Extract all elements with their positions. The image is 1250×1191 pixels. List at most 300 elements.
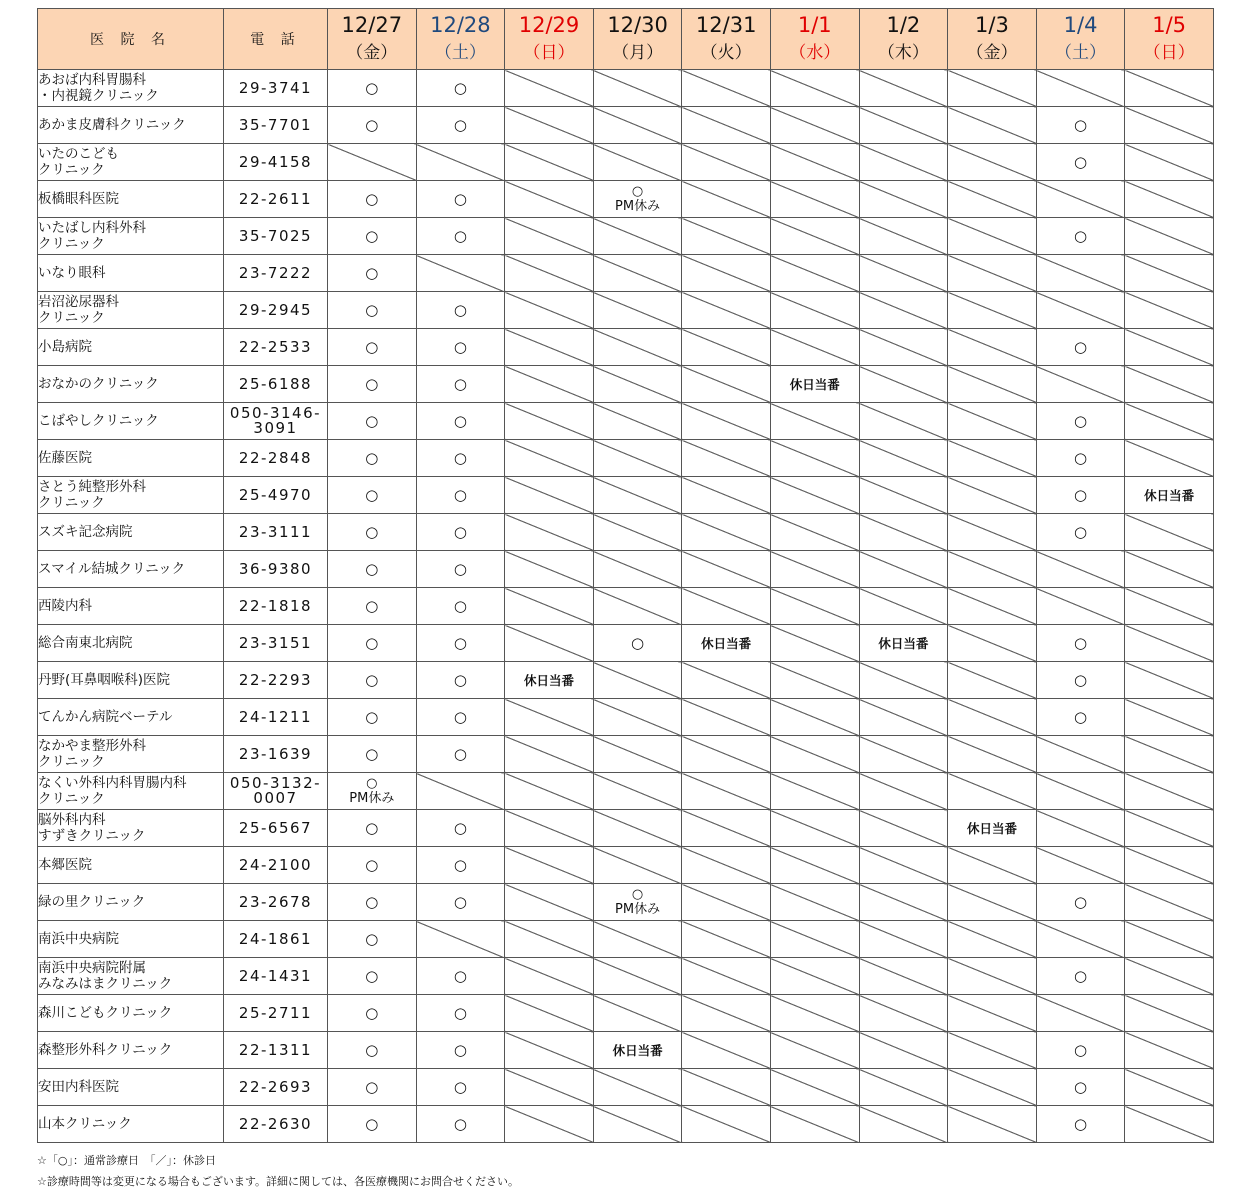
closed-cell bbox=[505, 403, 594, 440]
weekday-label: （火） bbox=[700, 43, 752, 63]
clinic-name bbox=[38, 958, 224, 995]
open-cell bbox=[1036, 107, 1125, 144]
weekday-label: （土） bbox=[434, 43, 486, 63]
open-cell bbox=[1036, 477, 1125, 514]
clinic-name-line: すずきクリニック bbox=[38, 828, 146, 844]
open-mark: ○ bbox=[365, 1078, 379, 1096]
closed-cell bbox=[770, 921, 859, 958]
closed-cell bbox=[770, 736, 859, 773]
open-mark: ○ bbox=[453, 1115, 467, 1133]
phone-line: 23-2678 bbox=[238, 892, 313, 911]
open-mark: ○ bbox=[453, 560, 467, 578]
closed-cell bbox=[1125, 218, 1214, 255]
closed-cell bbox=[770, 699, 859, 736]
closed-cell bbox=[948, 625, 1037, 662]
date-header bbox=[859, 9, 948, 70]
phone-line: 23-7222 bbox=[238, 263, 313, 282]
closed-cell bbox=[1125, 181, 1214, 218]
phone-line: 22-2611 bbox=[238, 189, 313, 208]
closed-cell bbox=[682, 292, 771, 329]
table-row bbox=[38, 70, 1214, 107]
closed-cell bbox=[593, 107, 682, 144]
closed-cell bbox=[859, 514, 948, 551]
clinic-name-line: なくい外科内科胃腸内科 bbox=[38, 775, 187, 791]
phone-line: 24-1211 bbox=[238, 707, 313, 726]
closed-cell bbox=[416, 255, 505, 292]
clinic-phone bbox=[224, 699, 328, 736]
open-cell bbox=[416, 1069, 505, 1106]
table-row bbox=[38, 366, 1214, 403]
closed-cell bbox=[859, 366, 948, 403]
closed-cell bbox=[505, 810, 594, 847]
open-mark: ○ bbox=[1074, 153, 1088, 171]
closed-cell bbox=[948, 1069, 1037, 1106]
closed-cell bbox=[1125, 440, 1214, 477]
closed-cell bbox=[593, 958, 682, 995]
open-mark: ○ bbox=[453, 634, 467, 652]
closed-cell bbox=[682, 921, 771, 958]
clinic-name bbox=[38, 292, 224, 329]
closed-cell bbox=[505, 773, 594, 810]
open-cell bbox=[416, 1032, 505, 1069]
closed-cell bbox=[770, 292, 859, 329]
open-cell bbox=[328, 551, 417, 588]
closed-cell bbox=[948, 736, 1037, 773]
clinic-name bbox=[38, 773, 224, 810]
closed-cell bbox=[948, 440, 1037, 477]
column-header-phone: 電 話 bbox=[224, 9, 328, 70]
closed-cell bbox=[1036, 181, 1125, 218]
table-row bbox=[38, 810, 1214, 847]
clinic-name bbox=[38, 662, 224, 699]
phone-line: 3091 bbox=[253, 419, 298, 437]
open-cell bbox=[416, 847, 505, 884]
clinic-phone bbox=[224, 1106, 328, 1143]
table-row bbox=[38, 958, 1214, 995]
closed-cell bbox=[682, 1069, 771, 1106]
closed-cell bbox=[1125, 662, 1214, 699]
clinic-name-line: いなり眼科 bbox=[38, 265, 106, 281]
closed-cell bbox=[770, 958, 859, 995]
partial-day-label bbox=[594, 184, 682, 214]
closed-cell bbox=[682, 699, 771, 736]
weekday-label: （木） bbox=[877, 43, 929, 63]
open-cell bbox=[328, 995, 417, 1032]
clinic-phone bbox=[224, 736, 328, 773]
clinic-name-line: 本郷医院 bbox=[38, 857, 92, 873]
open-mark: ○ bbox=[1074, 967, 1088, 985]
open-mark: ○ bbox=[1074, 116, 1088, 134]
open-mark: ○ bbox=[453, 449, 467, 467]
open-cell bbox=[416, 292, 505, 329]
open-cell bbox=[416, 1106, 505, 1143]
open-mark: ○ bbox=[1074, 1041, 1088, 1059]
closed-cell bbox=[505, 181, 594, 218]
open-mark: ○ bbox=[1074, 671, 1088, 689]
open-mark: ○ bbox=[365, 264, 379, 282]
clinic-name-line: こばやしクリニック bbox=[38, 413, 159, 429]
date-label: 1/5 bbox=[1152, 13, 1187, 37]
open-cell bbox=[416, 810, 505, 847]
clinic-phone bbox=[224, 107, 328, 144]
clinic-phone bbox=[224, 884, 328, 921]
phone-line: 25-2711 bbox=[238, 1003, 313, 1022]
open-cell bbox=[328, 181, 417, 218]
closed-cell bbox=[1125, 1106, 1214, 1143]
clinic-name bbox=[38, 551, 224, 588]
open-cell bbox=[328, 884, 417, 921]
clinic-phone bbox=[224, 366, 328, 403]
clinic-name-line: 脳外科内科 bbox=[38, 812, 106, 828]
table-row bbox=[38, 995, 1214, 1032]
closed-cell bbox=[770, 625, 859, 662]
closed-cell bbox=[859, 699, 948, 736]
phone-line: 23-3151 bbox=[238, 633, 313, 652]
clinic-name-line: 南浜中央病院 bbox=[38, 931, 119, 947]
closed-cell bbox=[948, 329, 1037, 366]
closed-cell bbox=[1125, 773, 1214, 810]
clinic-name-line: 岩沼泌尿器科 bbox=[38, 294, 119, 310]
closed-cell bbox=[859, 1106, 948, 1143]
table-row bbox=[38, 1069, 1214, 1106]
closed-cell bbox=[859, 1032, 948, 1069]
table-row bbox=[38, 625, 1214, 662]
closed-cell bbox=[1125, 403, 1214, 440]
closed-cell bbox=[770, 107, 859, 144]
clinic-name bbox=[38, 403, 224, 440]
open-mark: ○ bbox=[453, 79, 467, 97]
closed-cell bbox=[682, 218, 771, 255]
phone-line: 35-7025 bbox=[238, 226, 313, 245]
clinic-name-line: クリニック bbox=[38, 791, 105, 807]
closed-cell bbox=[859, 70, 948, 107]
closed-cell bbox=[948, 1106, 1037, 1143]
open-mark: ○ bbox=[365, 1004, 379, 1022]
closed-cell bbox=[770, 810, 859, 847]
clinic-phone bbox=[224, 329, 328, 366]
open-cell bbox=[328, 366, 417, 403]
open-cell bbox=[328, 847, 417, 884]
clinic-name-line: クリニック bbox=[38, 162, 105, 178]
open-mark: ○ bbox=[365, 671, 379, 689]
pm-closed-note: PM休み bbox=[615, 199, 661, 214]
clinic-name bbox=[38, 329, 224, 366]
closed-cell bbox=[682, 810, 771, 847]
table-row bbox=[38, 292, 1214, 329]
closed-cell bbox=[770, 255, 859, 292]
open-mark: ○ bbox=[365, 190, 379, 208]
closed-cell bbox=[1125, 736, 1214, 773]
closed-cell bbox=[593, 847, 682, 884]
closed-cell bbox=[948, 292, 1037, 329]
closed-cell bbox=[770, 1106, 859, 1143]
closed-cell bbox=[1125, 1032, 1214, 1069]
clinic-name bbox=[38, 1032, 224, 1069]
date-label: 1/3 bbox=[975, 13, 1009, 37]
open-cell bbox=[416, 588, 505, 625]
weekday-label: （日） bbox=[1143, 43, 1195, 63]
open-cell bbox=[416, 958, 505, 995]
closed-cell bbox=[682, 366, 771, 403]
table-row bbox=[38, 588, 1214, 625]
closed-cell bbox=[770, 329, 859, 366]
date-header bbox=[948, 9, 1037, 70]
open-cell bbox=[328, 292, 417, 329]
partial-day-label bbox=[594, 887, 682, 917]
date-header bbox=[328, 9, 417, 70]
open-mark: ○ bbox=[453, 1078, 467, 1096]
closed-cell bbox=[505, 144, 594, 181]
clinic-name-line: あおば内科胃腸科 bbox=[38, 72, 146, 88]
clinic-name bbox=[38, 884, 224, 921]
clinic-name-line: 総合南東北病院 bbox=[38, 635, 133, 651]
table-row bbox=[38, 699, 1214, 736]
closed-cell bbox=[505, 292, 594, 329]
open-cell bbox=[1036, 218, 1125, 255]
open-mark: ○ bbox=[365, 967, 379, 985]
open-mark: ○ bbox=[365, 338, 379, 356]
open-cell bbox=[416, 218, 505, 255]
clinic-name-line: 板橋眼科医院 bbox=[38, 191, 119, 207]
table-row bbox=[38, 218, 1214, 255]
closed-cell bbox=[593, 366, 682, 403]
clinic-phone bbox=[224, 551, 328, 588]
closed-cell bbox=[770, 551, 859, 588]
open-mark: ○ bbox=[453, 671, 467, 689]
open-mark: ○ bbox=[453, 375, 467, 393]
open-cell bbox=[328, 477, 417, 514]
table-row bbox=[38, 107, 1214, 144]
open-cell bbox=[1036, 1032, 1125, 1069]
open-cell bbox=[1036, 1069, 1125, 1106]
closed-cell bbox=[593, 699, 682, 736]
closed-cell bbox=[593, 440, 682, 477]
closed-cell bbox=[505, 884, 594, 921]
date-header bbox=[770, 9, 859, 70]
clinic-phone bbox=[224, 921, 328, 958]
clinic-name bbox=[38, 107, 224, 144]
closed-cell bbox=[948, 1032, 1037, 1069]
closed-cell bbox=[859, 773, 948, 810]
open-cell bbox=[1036, 699, 1125, 736]
date-label: 12/28 bbox=[430, 13, 491, 37]
pm-closed-note: PM休み bbox=[349, 791, 395, 806]
clinic-phone bbox=[224, 181, 328, 218]
weekday-label: （土） bbox=[1055, 43, 1107, 63]
phone-line: 24-1861 bbox=[238, 929, 313, 948]
holiday-schedule-table bbox=[37, 8, 1214, 1143]
closed-cell bbox=[1125, 699, 1214, 736]
clinic-name-line: 丹野(耳鼻咽喉科)医院 bbox=[38, 672, 171, 688]
phone-line: 29-4158 bbox=[238, 152, 313, 171]
open-cell bbox=[1036, 625, 1125, 662]
open-cell bbox=[1036, 958, 1125, 995]
clinic-phone bbox=[224, 403, 328, 440]
open-mark: ○ bbox=[1074, 893, 1088, 911]
open-mark: ○ bbox=[365, 819, 379, 837]
closed-cell bbox=[593, 736, 682, 773]
closed-cell bbox=[948, 218, 1037, 255]
open-cell bbox=[1036, 884, 1125, 921]
open-cell bbox=[416, 662, 505, 699]
clinic-name bbox=[38, 218, 224, 255]
table-row bbox=[38, 773, 1214, 810]
open-mark: ○ bbox=[365, 1115, 379, 1133]
phone-line: 23-3111 bbox=[238, 522, 313, 541]
closed-cell bbox=[859, 551, 948, 588]
closed-cell bbox=[505, 1032, 594, 1069]
partial-day-cell bbox=[328, 773, 417, 810]
phone-line: 22-1818 bbox=[238, 596, 313, 615]
closed-cell bbox=[1125, 514, 1214, 551]
clinic-name bbox=[38, 736, 224, 773]
open-mark: ○ bbox=[1074, 1078, 1088, 1096]
phone-line: 22-2533 bbox=[238, 337, 313, 356]
open-cell bbox=[1036, 403, 1125, 440]
clinic-name-line: 南浜中央病院附属 bbox=[38, 960, 146, 976]
closed-cell bbox=[859, 1069, 948, 1106]
closed-cell bbox=[1036, 292, 1125, 329]
phone-line: 24-1431 bbox=[238, 966, 313, 985]
closed-cell bbox=[1125, 995, 1214, 1032]
closed-cell bbox=[416, 921, 505, 958]
clinic-name bbox=[38, 1069, 224, 1106]
date-header bbox=[1036, 9, 1125, 70]
open-mark: ○ bbox=[365, 856, 379, 874]
clinic-name-line: いたばし内科外科 bbox=[38, 220, 146, 236]
closed-cell bbox=[416, 144, 505, 181]
weekday-label: （月） bbox=[612, 43, 664, 63]
clinic-name-line: あかま皮膚科クリニック bbox=[38, 117, 186, 133]
closed-cell bbox=[593, 403, 682, 440]
clinic-phone bbox=[224, 218, 328, 255]
closed-cell bbox=[859, 144, 948, 181]
clinic-name bbox=[38, 477, 224, 514]
date-label: 1/4 bbox=[1063, 13, 1098, 37]
open-cell bbox=[416, 70, 505, 107]
open-mark: ○ bbox=[365, 412, 379, 430]
closed-cell bbox=[593, 1069, 682, 1106]
closed-cell bbox=[859, 477, 948, 514]
open-cell bbox=[416, 403, 505, 440]
closed-cell bbox=[770, 440, 859, 477]
disclaimer-note: ☆診療時間等は変更になる場合もございます。詳細に関しては、各医療機関にお問合せください。 bbox=[37, 1175, 519, 1188]
closed-cell bbox=[1125, 107, 1214, 144]
closed-cell bbox=[505, 1106, 594, 1143]
open-mark: ○ bbox=[453, 227, 467, 245]
date-label: 12/27 bbox=[341, 13, 403, 37]
open-cell bbox=[1036, 329, 1125, 366]
open-mark: ○ bbox=[1074, 634, 1088, 652]
clinic-name bbox=[38, 514, 224, 551]
closed-cell bbox=[948, 181, 1037, 218]
duty-cell bbox=[505, 662, 594, 699]
closed-cell bbox=[682, 551, 771, 588]
closed-cell bbox=[948, 255, 1037, 292]
open-mark: ○ bbox=[453, 1004, 467, 1022]
clinic-name bbox=[38, 810, 224, 847]
open-cell bbox=[416, 884, 505, 921]
clinic-phone bbox=[224, 70, 328, 107]
open-cell bbox=[416, 329, 505, 366]
duty-cell bbox=[859, 625, 948, 662]
closed-cell bbox=[770, 403, 859, 440]
phone-line: 22-2848 bbox=[238, 448, 313, 467]
table-row bbox=[38, 144, 1214, 181]
table-row bbox=[38, 1106, 1214, 1143]
closed-cell bbox=[505, 514, 594, 551]
table-row bbox=[38, 477, 1214, 514]
weekday-label: （日） bbox=[523, 43, 575, 63]
open-cell bbox=[416, 440, 505, 477]
clinic-name-line: ・内視鏡クリニック bbox=[38, 88, 159, 104]
clinic-phone bbox=[224, 292, 328, 329]
open-cell bbox=[328, 625, 417, 662]
closed-cell bbox=[682, 403, 771, 440]
clinic-phone bbox=[224, 1069, 328, 1106]
closed-cell bbox=[682, 1032, 771, 1069]
closed-cell bbox=[505, 921, 594, 958]
date-header bbox=[682, 9, 771, 70]
closed-cell bbox=[593, 292, 682, 329]
table-row bbox=[38, 329, 1214, 366]
clinic-name-line: クリニック bbox=[38, 310, 105, 326]
closed-cell bbox=[948, 884, 1037, 921]
closed-cell bbox=[593, 514, 682, 551]
closed-cell bbox=[1125, 144, 1214, 181]
closed-cell bbox=[1125, 70, 1214, 107]
open-mark: ○ bbox=[1074, 412, 1088, 430]
clinic-phone bbox=[224, 588, 328, 625]
closed-cell bbox=[593, 662, 682, 699]
open-cell bbox=[593, 625, 682, 662]
open-cell bbox=[1036, 440, 1125, 477]
closed-cell bbox=[505, 107, 594, 144]
clinic-name-line: 小島病院 bbox=[38, 339, 92, 355]
phone-line: 22-2293 bbox=[238, 670, 313, 689]
closed-cell bbox=[770, 884, 859, 921]
open-mark: ○ bbox=[365, 597, 379, 615]
open-mark: ○ bbox=[453, 597, 467, 615]
clinic-name bbox=[38, 921, 224, 958]
closed-cell bbox=[770, 144, 859, 181]
closed-cell bbox=[505, 255, 594, 292]
open-mark: ○ bbox=[453, 893, 467, 911]
closed-cell bbox=[1036, 70, 1125, 107]
clinic-name bbox=[38, 847, 224, 884]
closed-cell bbox=[682, 329, 771, 366]
closed-cell bbox=[859, 810, 948, 847]
closed-cell bbox=[593, 588, 682, 625]
open-cell bbox=[328, 736, 417, 773]
closed-cell bbox=[1125, 958, 1214, 995]
closed-cell bbox=[770, 1032, 859, 1069]
open-cell bbox=[328, 218, 417, 255]
closed-cell bbox=[948, 699, 1037, 736]
closed-cell bbox=[505, 995, 594, 1032]
closed-cell bbox=[593, 477, 682, 514]
clinic-phone bbox=[224, 514, 328, 551]
phone-line: 22-1311 bbox=[238, 1040, 313, 1059]
weekday-label: （金） bbox=[346, 43, 398, 63]
open-cell bbox=[328, 958, 417, 995]
open-mark: ○ bbox=[1074, 486, 1088, 504]
closed-cell bbox=[948, 773, 1037, 810]
closed-cell bbox=[770, 514, 859, 551]
closed-cell bbox=[948, 995, 1037, 1032]
closed-cell bbox=[505, 70, 594, 107]
weekday-label: （金） bbox=[966, 43, 1018, 63]
